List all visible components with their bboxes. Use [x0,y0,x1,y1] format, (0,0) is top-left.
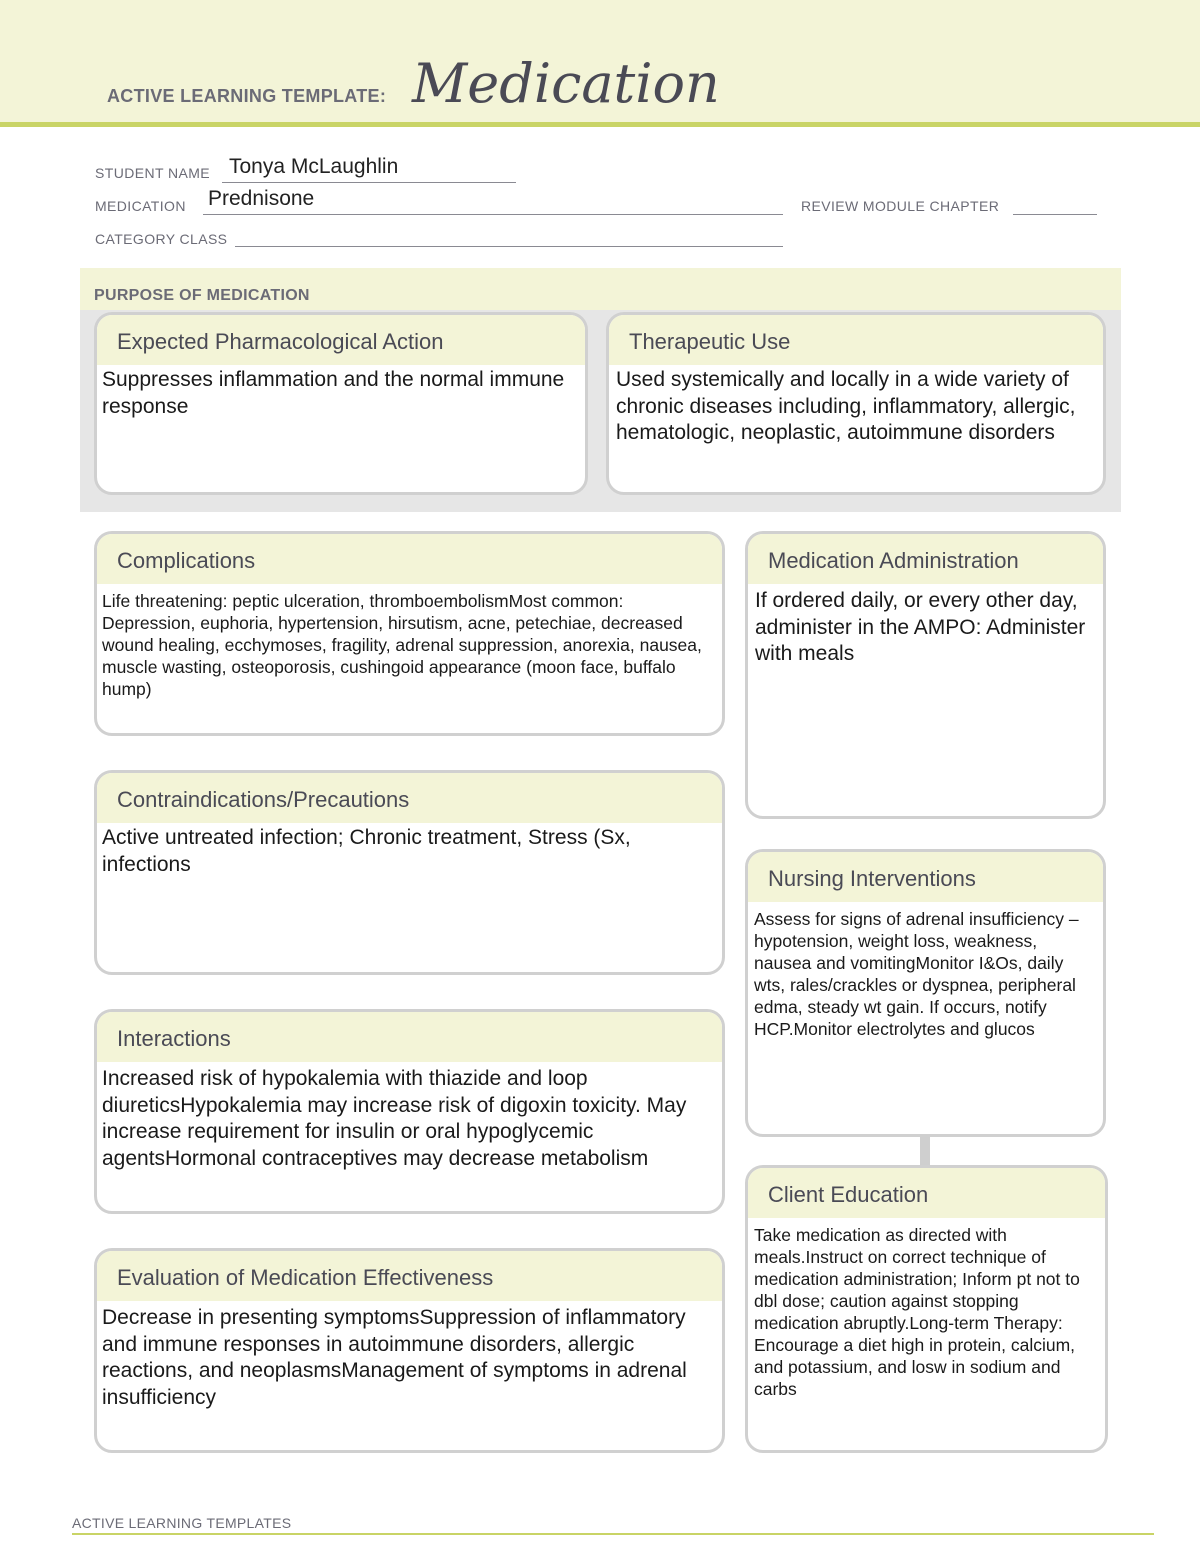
complications-card [94,531,725,736]
footer-rule [72,1533,1154,1535]
expected-action-title: Expected Pharmacological Action [97,315,585,365]
category-class-line [235,246,783,247]
expected-action-text[interactable]: Suppresses inflammation and the normal immune response [102,368,565,418]
complications-title: Complications [97,534,722,584]
student-name-value[interactable]: Tonya McLaughlin [229,155,399,178]
purpose-section-label: PURPOSE OF MEDICATION [94,287,310,304]
template-label: ACTIVE LEARNING TEMPLATE: [107,86,387,106]
client-education-card [745,1165,1108,1453]
review-module-label: REVIEW MODULE CHAPTER [801,198,1000,214]
administration-text[interactable]: If ordered daily, or every other day, administer in the AMPO: Administer with meals [755,589,1086,665]
nursing-interventions-title: Nursing Interventions [748,852,1103,902]
student-name-line [222,182,516,183]
card-connector [920,1135,930,1168]
client-education-text[interactable]: Take medication as directed with meals.Instruct on correct technique of medication administration; Inform pt not to dbl dose; caution against stopping medication abruptly.Long-term Therapy: Encourage a diet high in protein, calcium, and potassium, and losw in sodium and carbs [754,1225,1080,1399]
administration-card [745,531,1106,819]
interactions-text[interactable]: Increased risk of hypokalemia with thiazide and loop diureticsHypokalemia may increase risk of digoxin toxicity. May increase requirement for insulin or oral hypoglycemic agentsHormonal contraceptives may decrease metabolism [102,1067,687,1170]
interactions-card [94,1009,725,1214]
category-class-label: CATEGORY CLASS [95,231,228,247]
therapeutic-use-text[interactable]: Used systemically and locally in a wide variety of chronic diseases including, inflammatory, allergic, hematologic, neoplastic, autoimmune disorders [616,368,1076,444]
medication-value[interactable]: Prednisone [208,187,315,210]
evaluation-card [94,1248,725,1453]
evaluation-text[interactable]: Decrease in presenting symptomsSuppression of inflammatory and immune responses in autoimmune disorders, allergic reactions, and neoplasmsManagement of symptoms in adrenal insufficiency [102,1306,687,1409]
template-title: Medication [412,52,720,115]
therapeutic-use-card [606,312,1106,495]
therapeutic-use-title: Therapeutic Use [609,315,1103,365]
header-rule [0,122,1200,127]
nursing-interventions-card [745,849,1106,1137]
medication-label: MEDICATION [95,198,186,214]
contraindications-title: Contraindications/Precautions [97,773,722,823]
administration-title: Medication Administration [748,534,1103,584]
complications-text[interactable]: Life threatening: peptic ulceration, thromboembolismMost common: Depression, euphoria, hypertension, hirsutism, acne, petechiae, decreased wound healing, ecchymoses, fragility, adrenal suppression, anorexia, nausea, muscle wasting, osteoporosis, cushingoid appearance (moon face, buffalo hump) [102,591,702,699]
client-education-title: Client Education [748,1168,1105,1218]
medication-line [203,214,783,215]
evaluation-title: Evaluation of Medication Effectiveness [97,1251,722,1301]
nursing-interventions-text[interactable]: Assess for signs of adrenal insufficiency – hypotension, weight loss, weakness, nausea and vomitingMonitor I&Os, daily wts, rales/crackles or dyspnea, peripheral edma, steady wt gain. If occurs, notify HCP.Monitor electrolytes and glucos [754,909,1079,1039]
contraindications-text[interactable]: Active untreated infection; Chronic treatment, Stress (Sx, infections [102,826,631,876]
expected-action-card [94,312,588,495]
review-module-line [1013,214,1097,215]
contraindications-card [94,770,725,975]
footer-label: ACTIVE LEARNING TEMPLATES [72,1515,292,1531]
interactions-title: Interactions [97,1012,722,1062]
student-name-label: STUDENT NAME [95,165,210,181]
